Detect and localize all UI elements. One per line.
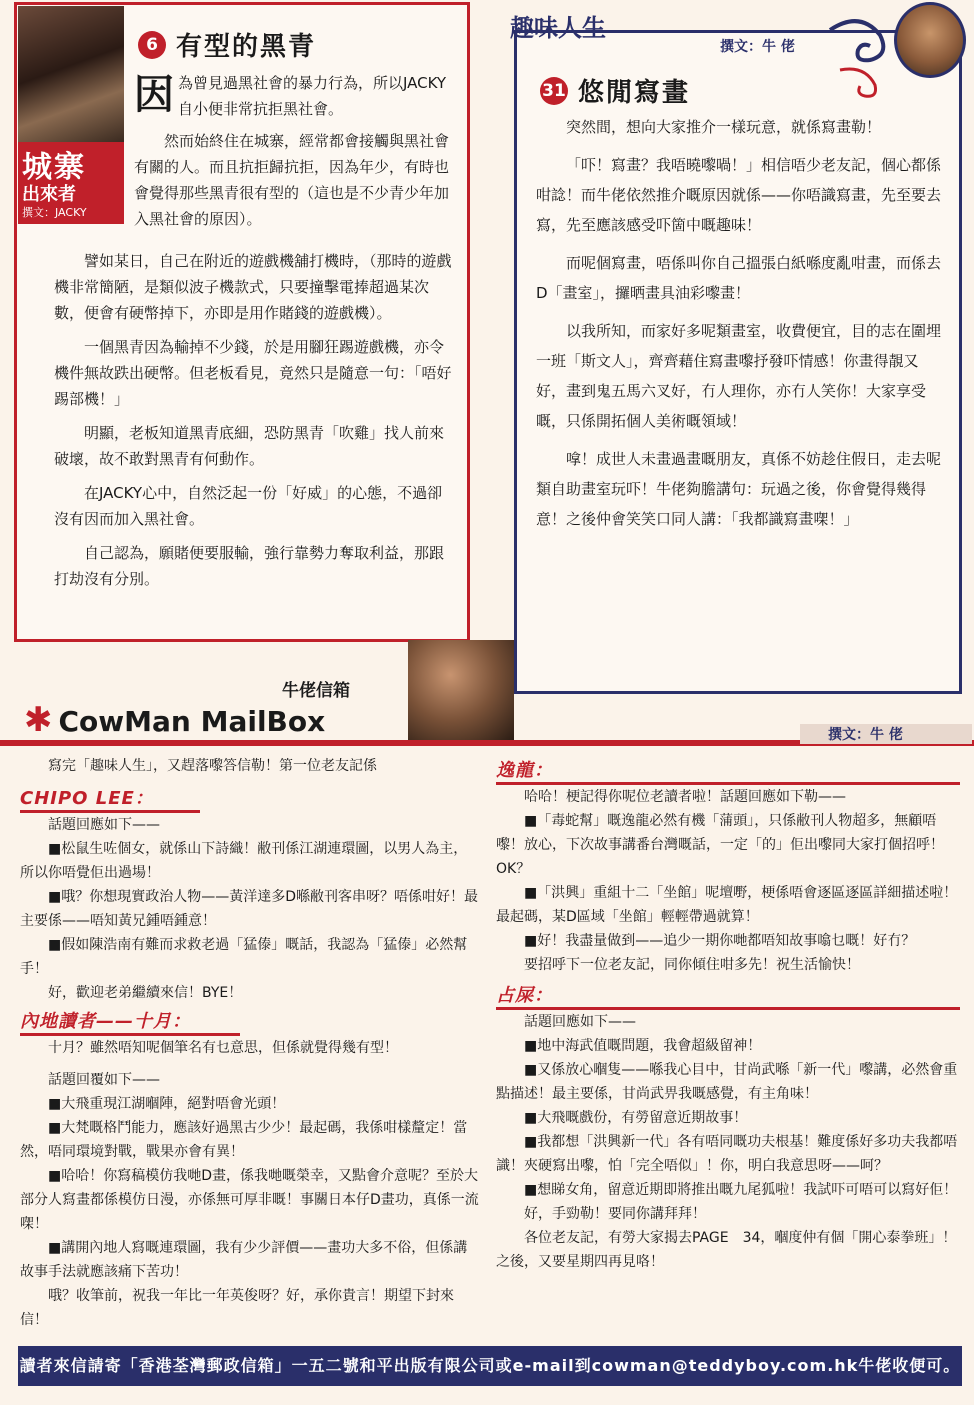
- right-article-body: [536, 112, 946, 534]
- reply-line: 十月？雖然唔知呢個筆名有乜意思，但係就覺得幾有型！: [48, 1040, 398, 1056]
- reader-name: 內地讀者——十月：: [20, 1011, 191, 1032]
- paragraph: 自己認為，願賭便要服輸，強行靠勢力奪取利益，那跟打劫沒有分別。: [54, 544, 445, 588]
- reply-line: 好，手勁勒！要同你講拜拜！: [524, 1206, 706, 1222]
- reply-line: ■松鼠生咗個女，就係山下詩織！敝刊係江湖連環圖，以男人為主，所以你唔覺佢出過場！: [20, 841, 468, 881]
- reply-line: ■「毒蛇幫」嘅逸龍必然有機「蒲頭」，只係敝刊人物超多，無顧唔嚟！放心，下次故事講番台灣嘅話，一定「的」佢出嚟同大家打個招呼！OK？: [496, 813, 944, 877]
- reply-line: ■假如陳浩南有難而求救老過「猛傣」嘅話，我認為「猛傣」必然幫手！: [20, 937, 468, 977]
- paragraph: 在JACKY心中，自然泛起一份「好威」的心態，不過卻沒有因而加入黑社會。: [54, 484, 443, 528]
- column-logo: 趣味人生: [510, 13, 606, 42]
- reader-name: 逸龍：: [496, 760, 553, 781]
- swirl-ornament-icon: [820, 10, 892, 100]
- mailbox-left-column: [20, 754, 480, 1332]
- reply-line: 話題回應如下——: [524, 1014, 636, 1030]
- paragraph: 而呢個寫畫，唔係叫你自己搵張白紙喺度亂咁畫，而係去D「畫室」，攞晒畫具油彩嚟畫！: [536, 254, 942, 302]
- right-article-heading: [540, 72, 690, 109]
- reader-name: 占屎：: [496, 985, 553, 1006]
- reader-name: CHIPO LEE：: [20, 788, 154, 809]
- column-label: [18, 142, 124, 224]
- reader-letter: [496, 756, 960, 977]
- author-photo: [894, 2, 966, 78]
- reply-line: ■我都想「洪興新一代」各有唔同嘅功夫根基！難度係好多功夫我都唔識！夾硬寫出嚟，怕「完全唔似」！你，明白我意思呀——呵？: [496, 1134, 958, 1174]
- paragraph: 以我所知，而家好多呢類畫室，收費便宜，目的志在圍埋一班「斯文人」，齊齊藉住寫畫嚟抒發吓情感！你畫得靚又好，畫到鬼五馬六叉好，冇人理你，亦冇人笑你！大家享受嘅，只係開拓個人美術嘅領域！: [536, 322, 942, 430]
- reply-line: 要招呼下一位老友記，同你傾住咁多先！祝生活愉快！: [524, 957, 860, 973]
- reply-line: ■大梵嘅格鬥能力，應該好過黑古少少！最起碼，我係咁樣釐定！當然，唔同環境對戰，戰果亦會有異！: [20, 1120, 468, 1160]
- mailbox-intro: 寫完「趣味人生」，又趕落嚟答信勒！第一位老友記係: [48, 758, 377, 774]
- paragraph: 突然間，想向大家推介一樣玩意，就係寫畫勒！: [566, 118, 882, 136]
- reply-line: 話題回應如下——: [48, 817, 160, 833]
- author-photo: [18, 6, 124, 142]
- footer-banner: 讀者來信請寄「香港荃灣郵政信箱」一五二號和平出版有限公司或e-mail到cowman@teddyboy.com.hk牛佬收便可。: [18, 1346, 962, 1386]
- reply-line: ■「洪興」重組十二「坐館」呢壇嘢，梗係唔會逐區逐區詳細描述啦！最起碼，某D區域「坐館」輕輕帶過就算！: [496, 885, 958, 925]
- right-article-title: 悠閒寫畫: [578, 78, 691, 108]
- article-number-badge: 31: [540, 77, 568, 105]
- paragraph: 然而始終住在城寨，經常都會接觸與黑社會有關的人。而且抗拒歸抗拒，因為年少，有時也會覺得那些黑青很有型的（這也是不少青少年加入黑社會的原因）。: [134, 132, 450, 228]
- right-column-header: [510, 8, 820, 55]
- left-article-body-top: [134, 70, 454, 232]
- reply-line: 哈哈！梗記得你呢位老讀者啦！話題回應如下勒——: [524, 789, 846, 805]
- left-article-title: 有型的黑青: [176, 32, 317, 62]
- reply-line: 各位老友記，有勞大家揭去PAGE 34，嗰度仲有個「開心泰拳班」！之後，又要星期四再見咯！: [496, 1230, 957, 1270]
- reply-line: ■好！我盡量做到——追少一期你哋都唔知故事噏乜嘅！好冇？: [524, 933, 916, 949]
- reply-line: 話題回覆如下——: [48, 1072, 160, 1088]
- reply-line: ■地中海武值嘅問題，我會超級留神！: [524, 1038, 762, 1054]
- reader-letter: [496, 981, 960, 1274]
- paragraph: 一個黑青因為輸掉不少錢，於是用腳狂踢遊戲機，亦令機件無故跌出硬幣。但老板看見，竟然只是隨意一句：「唔好踢部機！」: [54, 338, 452, 408]
- mailbox-title: [24, 700, 325, 740]
- paragraph: 「吓！寫畫？我唔曉嚟喎！」相信唔少老友記，個心都係咁諗！而牛佬依然推介嘅原因就係——你唔識寫畫，先至要去寫，先至應該感受吓箇中嘅趣味！: [536, 156, 942, 234]
- reply-line: 好，歡迎老弟繼續來信！BYE！: [48, 985, 243, 1001]
- reply-line: ■講開內地人寫嘅連環圖，我有少少評價——畫功大多不俗，但係講故事手法就應該痛下苦功！: [20, 1240, 468, 1280]
- column-label-sub: 出來者: [22, 184, 76, 205]
- mailbox-photo: [408, 640, 514, 740]
- left-article-heading: [138, 26, 316, 63]
- dropcap: 因: [134, 72, 174, 118]
- reply-line: ■大飛重現江湖嗰陣，絕對唔會光頭！: [48, 1096, 286, 1112]
- reader-letter: [20, 1007, 480, 1332]
- column-label-title: 城寨: [22, 150, 86, 185]
- reader-letter: [20, 784, 480, 1005]
- reply-line: ■哦？你想現實政治人物——黃洋達多D喺敝刊客串呀？唔係咁好！最主要係——唔知黃兄鍾唔鍾意！: [20, 889, 479, 929]
- article-number-badge: 6: [138, 31, 166, 59]
- mailbox-byline: 撰文：牛 佬: [800, 724, 972, 744]
- right-byline: 撰文：牛 佬: [720, 39, 795, 55]
- left-article-body: [54, 248, 454, 592]
- paragraph: 為曾見過黑社會的暴力行為，所以JACKY自小便非常抗拒黑社會。: [178, 74, 447, 118]
- reply-line: ■又係放心嗰隻——喺我心目中，甘尚武喺「新一代」嚟講，必然會重點描述！最主要係，甘尚武畀我嘅感覺，有主角味！: [496, 1062, 958, 1102]
- mailbox-right-column: [496, 756, 960, 1274]
- asterisk-icon: ✱: [24, 700, 53, 740]
- reply-line: ■想睇女角，留意近期即將推出嘅九尾狐啦！我試吓可唔可以寫好佢！: [524, 1182, 958, 1198]
- paragraph: 譬如某日，自己在附近的遊戲機舖打機時，（那時的遊戲機非常簡陋，是類似波子機款式，只要撞擊電捧超過某次數，便會有硬幣掉下，亦即是用作賭錢的遊戲機）。: [54, 252, 452, 322]
- mailbox-tag: 牛佬信箱: [282, 681, 350, 701]
- reply-line: 哦？收筆前，祝我一年比一年英俊呀？好，承你貴言！期望下封來信！: [20, 1288, 454, 1328]
- reply-line: ■哈哈！你寫稿模仿我哋D畫，係我哋嘅榮幸，又點會介意呢？至於大部分人寫畫都係模仿日漫，亦係無可厚非嘅！事關日本仔D畫功，真係一流㗎！: [20, 1168, 479, 1232]
- left-byline: 撰文：JACKY: [22, 206, 87, 219]
- paragraph: 嗱！成世人未畫過畫嘅朋友，真係不妨趁住假日，走去呢類自助畫室玩吓！牛佬夠膽講句：玩過之後，你會覺得幾得意！之後仲會笑笑口同人講：「我都識寫畫㗎！」: [536, 450, 942, 528]
- paragraph: 明顯，老板知道黑青底細，恐防黑青「吹雞」找人前來破壞，故不敢對黑青有何動作。: [54, 424, 445, 468]
- reply-line: ■大飛嘅戲份，有勞留意近期故事！: [524, 1110, 748, 1126]
- mailbox-title-text: CowMan MailBox: [58, 705, 326, 738]
